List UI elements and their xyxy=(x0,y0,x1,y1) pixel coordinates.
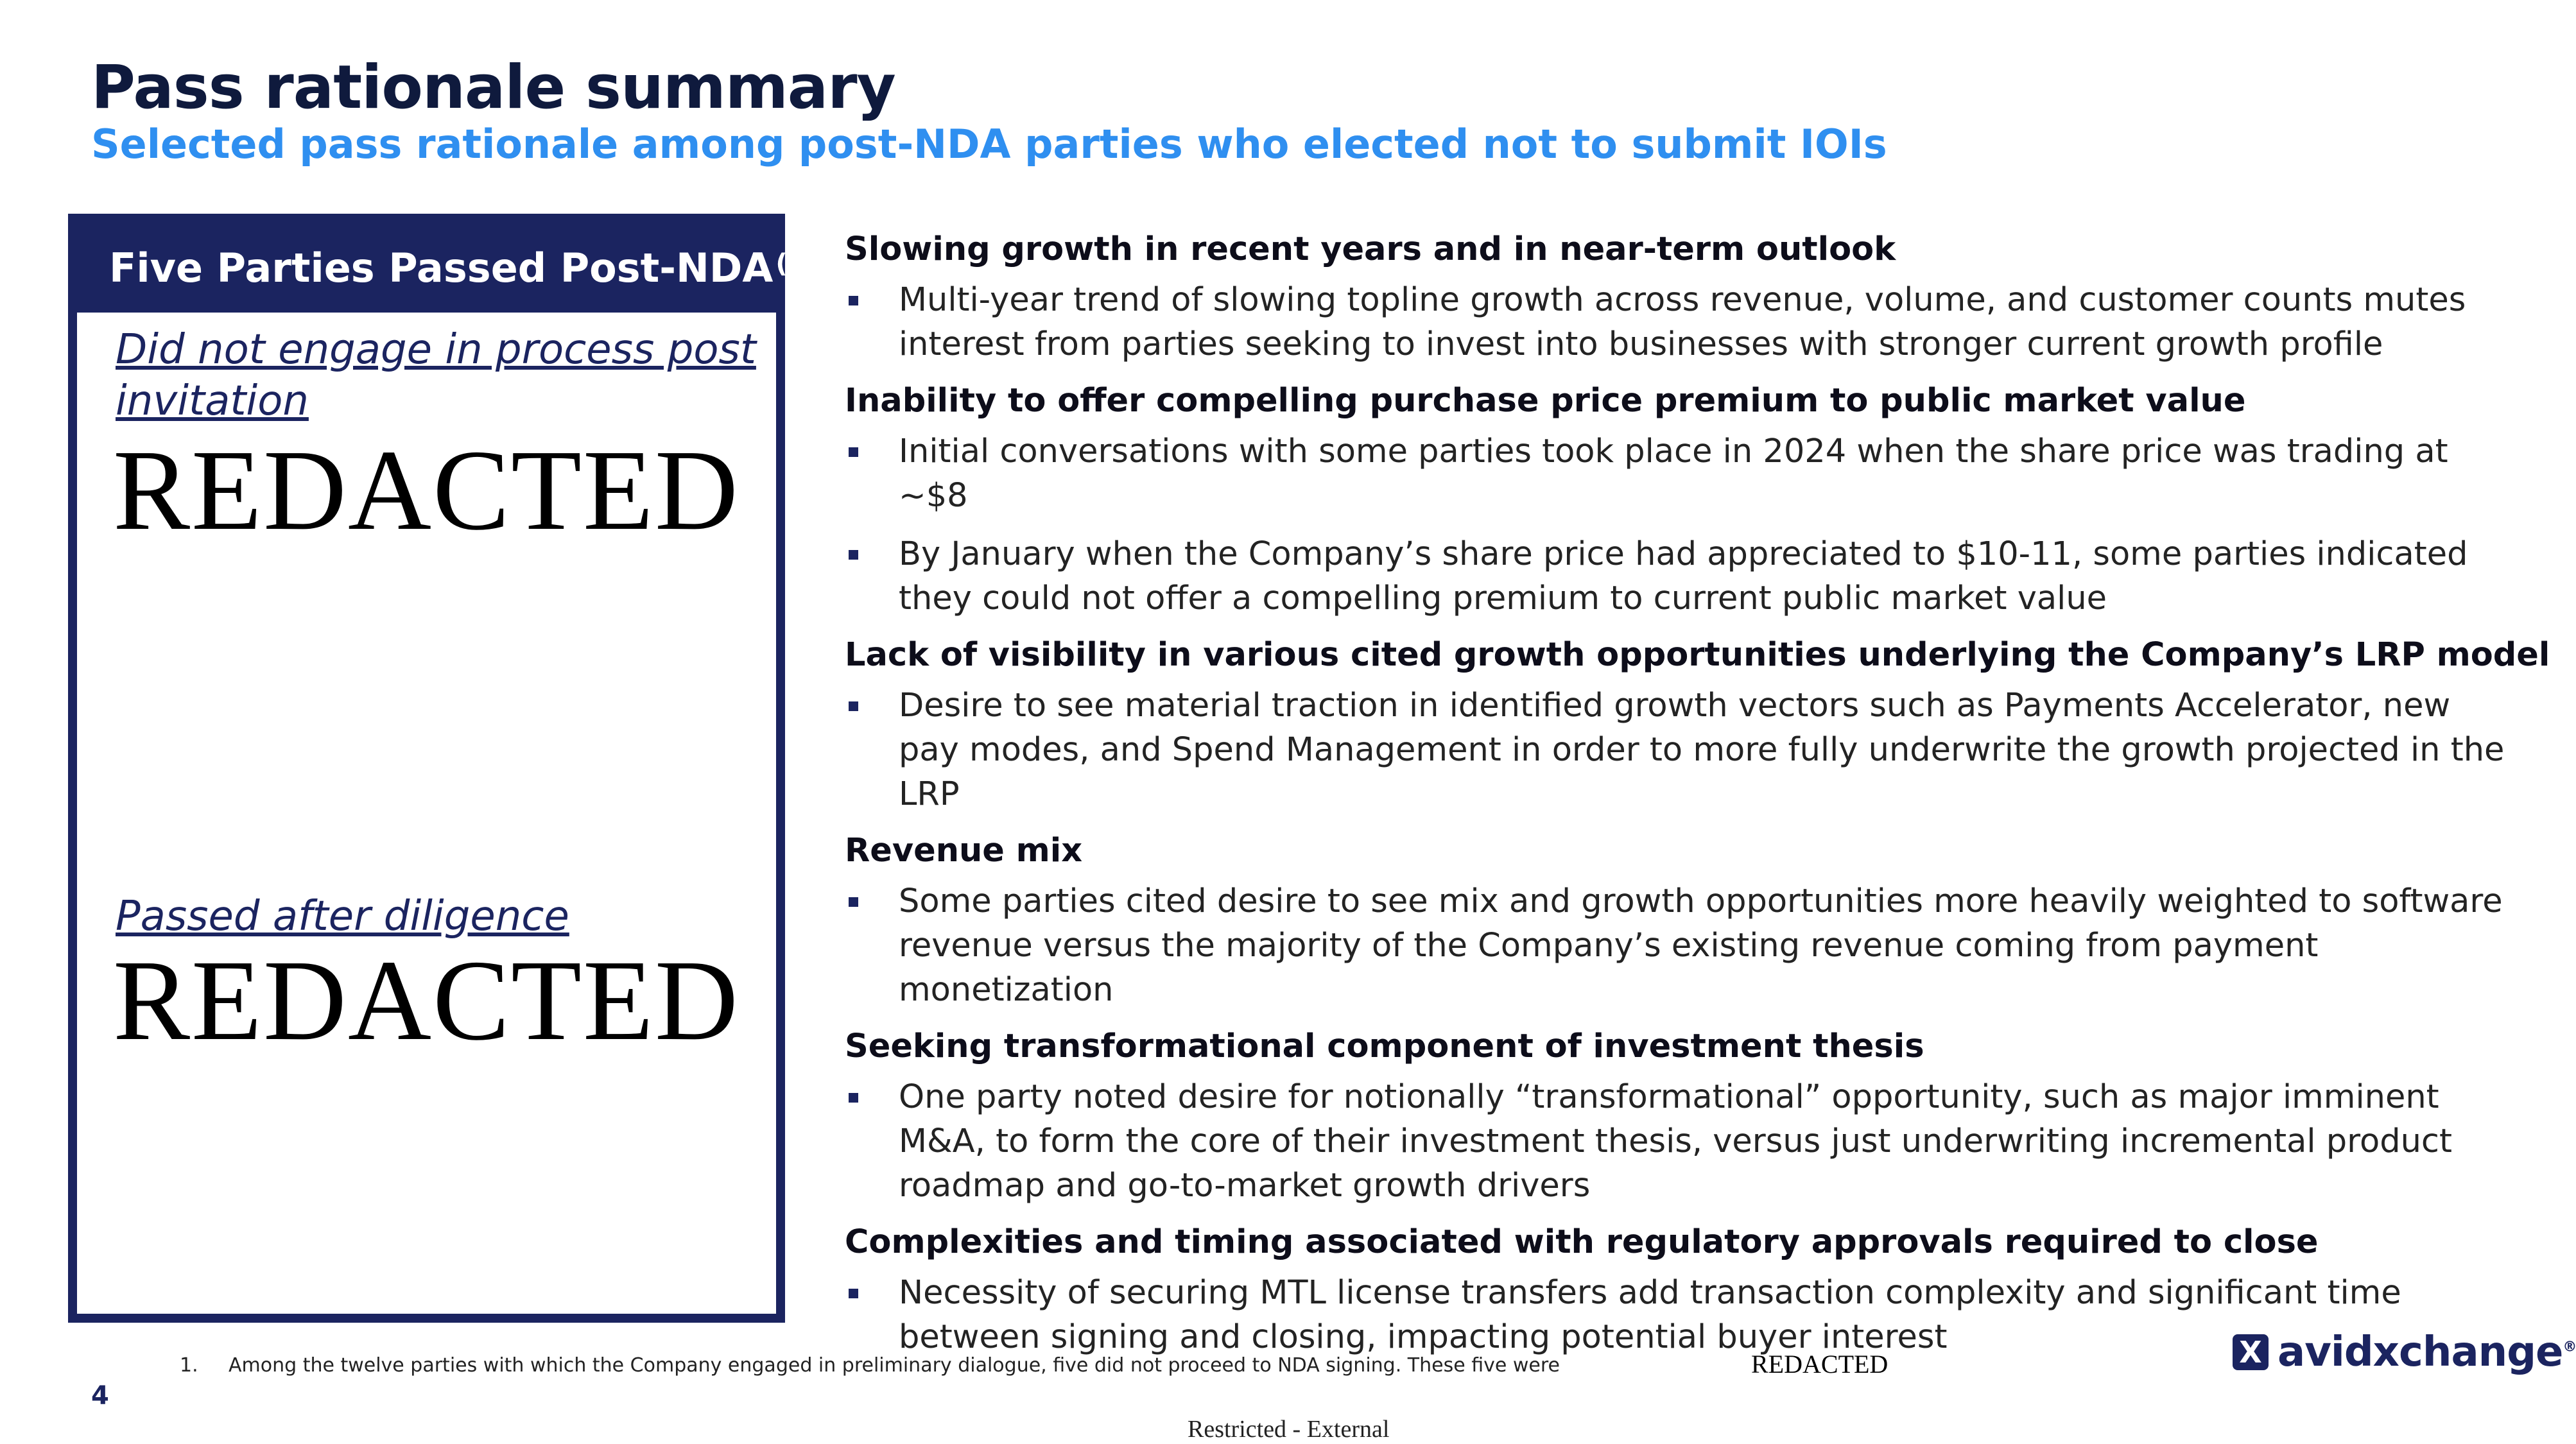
rationale-bullet xyxy=(845,1075,2514,1208)
logo-text: avidxchange xyxy=(2278,1328,2563,1376)
section-label-passed-diligence: Passed after diligence xyxy=(116,893,569,940)
rationale-bullet xyxy=(845,683,2514,816)
company-logo xyxy=(2233,1328,2576,1376)
classification-label: Restricted - External xyxy=(1188,1416,1390,1443)
bullet-text: Necessity of securing MTL license transfers add transaction complexity and significant time between signing and closing, impacting potential buyer interest xyxy=(899,1274,2401,1356)
bullet-text: Some parties cited desire to see mix and growth opportunities more heavily weighted to software revenue versus the majority of the Company’s existing revenue coming from payment monetization xyxy=(899,882,2503,1009)
rationale-heading: Complexities and timing associated with regulatory approvals required to close xyxy=(845,1223,2319,1261)
redacted-block-1: REDACTED xyxy=(113,426,739,554)
footnote-number: 1. xyxy=(180,1354,198,1377)
rationale-section xyxy=(845,830,2514,1012)
rationale-section xyxy=(845,381,2514,621)
rationale-heading: Revenue mix xyxy=(845,832,1083,870)
bullet-square-icon xyxy=(849,897,858,907)
bullet-square-icon xyxy=(849,701,858,711)
bullet-text: Multi-year trend of slowing topline growth across revenue, volume, and customer counts mutes interest from parties seeking to invest into businesses with stronger current growth profile xyxy=(899,281,2466,363)
rationale-list xyxy=(845,229,2550,1373)
bullet-square-icon xyxy=(849,550,858,560)
footnote-redacted: REDACTED xyxy=(1751,1350,1889,1379)
page-number: 4 xyxy=(91,1381,109,1411)
rationale-section xyxy=(845,1026,2514,1208)
page-subtitle: Selected pass rationale among post-NDA parties who elected not to submit IOIs xyxy=(91,121,1887,168)
rationale-heading: Slowing growth in recent years and in near-term outlook xyxy=(845,230,1896,268)
rationale-bullet xyxy=(845,879,2514,1012)
section-label-no-engage: Did not engage in process post invitation xyxy=(116,326,756,425)
bullet-square-icon xyxy=(849,296,858,305)
footnote-text: Among the twelve parties with which the Company engaged in preliminary dialogue, five did not proceed to NDA signing. These five were xyxy=(229,1354,1560,1377)
rationale-bullet xyxy=(845,429,2514,518)
rationale-heading: Lack of visibility in various cited growth opportunities underlying the Company’s LRP model xyxy=(845,636,2550,674)
bullet-text: Initial conversations with some parties took place in 2024 when the share price was trading at ~$8 xyxy=(899,433,2448,515)
bullet-square-icon xyxy=(849,1289,858,1298)
rationale-heading: Seeking transformational component of investment thesis xyxy=(845,1027,1924,1065)
logo-wordmark xyxy=(2278,1328,2576,1376)
logo-x-icon: X xyxy=(2233,1334,2269,1370)
rationale-heading: Inability to offer compelling purchase price premium to public market value xyxy=(845,382,2246,420)
rationale-bullet xyxy=(845,532,2514,621)
rationale-section xyxy=(845,229,2514,366)
bullet-text: By January when the Company’s share price had appreciated to $10-11, some parties indicated they could not offer a compelling premium to current public market value xyxy=(899,535,2468,617)
bullet-square-icon xyxy=(849,1093,858,1103)
redacted-block-2: REDACTED xyxy=(113,936,739,1064)
footnote-ref: (1) xyxy=(775,249,817,279)
bullet-text: One party noted desire for notionally “transformational” opportunity, such as major imminent M&A, to form the core of their investment thesis, versus just underwriting incremental product roadmap and go-to-market growth drivers xyxy=(899,1078,2452,1205)
logo-trademark: ® xyxy=(2563,1339,2576,1355)
passed-parties-header xyxy=(77,223,817,313)
rationale-bullet xyxy=(845,278,2514,366)
bullet-square-icon xyxy=(849,447,858,457)
passed-parties-header-text: Five Parties Passed Post-NDA xyxy=(109,244,774,291)
rationale-section xyxy=(845,635,2550,816)
bullet-text: Desire to see material traction in identified growth vectors such as Payments Accelerator, new pay modes, and Spend Management in order to more fully underwrite the growth projected in the LRP xyxy=(899,687,2505,813)
page-title: Pass rationale summary xyxy=(91,53,895,123)
